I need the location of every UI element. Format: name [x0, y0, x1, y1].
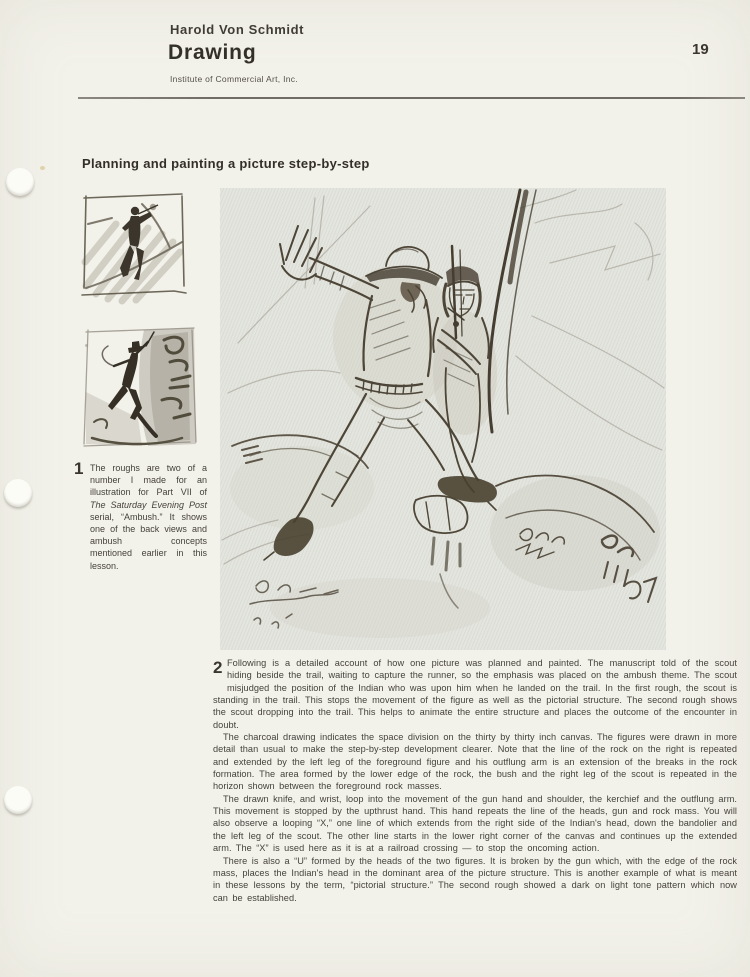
- paragraph-number: 2: [213, 658, 223, 677]
- punch-hole-top: [6, 168, 34, 196]
- punch-hole-bottom: [4, 786, 32, 814]
- caption-number: 1: [74, 459, 84, 478]
- caption-text-2: serial, “Ambush.” It shows one of the back views and ambush concepts mentioned earlier in this lesson.: [90, 511, 207, 571]
- lesson-body-text: [213, 657, 737, 904]
- course-title: Drawing: [168, 41, 257, 64]
- paragraph-1-text: Following is a detailed account of how one picture was planned and painted. The manuscript told of the scout hiding beside the trail, waiting to capture the runner, so the emphasis was placed on the ambush theme. The scout misjudged the position of the Indian who was upon him when he landed on the trail. In the first rough, the scout is standing in the trail. This stops the movement of the figure as well as the pictorial structure. The second rough shows the scout dropping into the trail. This helps to animate the entire structure and places the outcome of the encounter in doubt.: [213, 658, 737, 730]
- charcoal-drawing-svg: [220, 188, 666, 650]
- author-name: Harold Von Schmidt: [170, 22, 305, 37]
- section-heading: Planning and painting a picture step-by-step: [82, 156, 370, 171]
- rough-sketch-1: [78, 190, 190, 305]
- paragraph-2: The charcoal drawing indicates the space division on the thirty by thirty inch canvas. The figures were drawn in more detail than usual to make the step-by-step development clearer. Note that the line of the rock on the right is repeated and extended by the left leg of the foreground figure and his outflung arm is an extension of the breaks in the rock formation. The area formed by the lower edge of the rock, the bush and the right leg of the scout is repeated in the horizon shown between the foreground rock masses.: [213, 732, 737, 792]
- caption-italic-title: The Saturday Evening Post: [90, 499, 207, 510]
- paper-stain: [40, 166, 45, 170]
- main-charcoal-drawing: [220, 188, 666, 650]
- roughs-caption: [74, 459, 207, 572]
- punch-hole-middle: [4, 479, 32, 507]
- paragraph-1: [213, 657, 737, 731]
- institute-name: Institute of Commercial Art, Inc.: [170, 74, 298, 84]
- paragraph-4: There is also a “U” formed by the heads of the two figures. It is broken by the gun which, with the edge of the rock mass, places the Indian's head in the dominant area of the picture structure. This is another example of what is meant in these lessons by the term, “pictorial structure.” The second rough showed a dark on light tone pattern which now can be established.: [213, 855, 737, 903]
- paragraph-3: The drawn knife, and wrist, loop into the movement of the gun hand and shoulder, the kerchief and the outflung arm. This movement is stopped by the upthrust hand. This hand repeats the line of the heads, gun and rock mass. You will also observe a looping “X,” one line of which extends from the right side of the Indian's head, down the bandolier and the left leg of the scout. The other line starts in the lower right corner of the canvas and continues up the extended arm. The “X” is used here as it is at a railroad crossing — to stop the oncoming action.: [213, 793, 737, 854]
- header-rule: [78, 97, 745, 99]
- rough-sketch-2: [78, 322, 202, 452]
- caption-text-1: The roughs are two of a number I made for an illustration for Part VII of: [90, 463, 207, 498]
- page-number: 19: [692, 41, 709, 58]
